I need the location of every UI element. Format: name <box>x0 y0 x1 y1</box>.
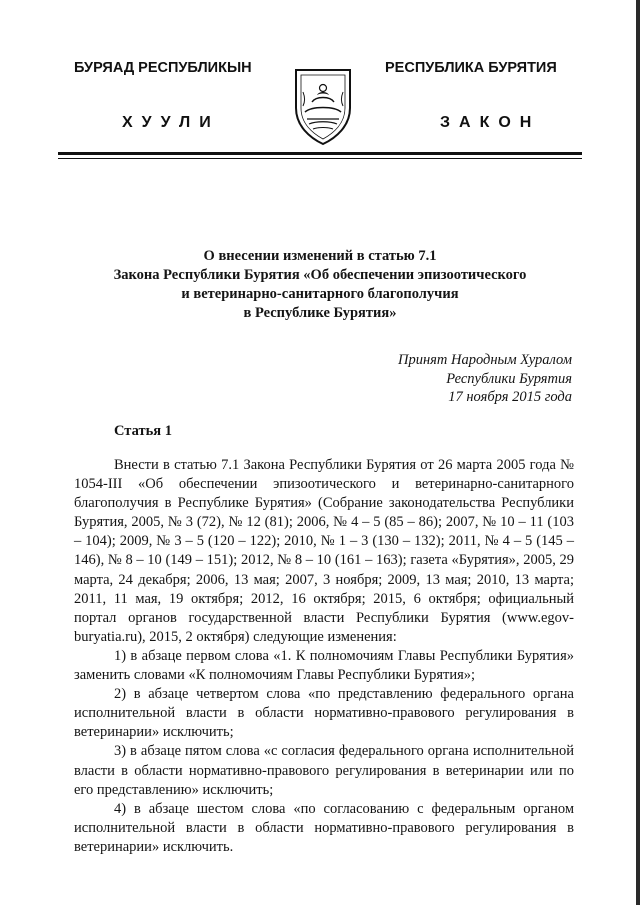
header-left-republic: БУРЯАД РЕСПУБЛИКЫН <box>74 60 252 76</box>
scan-edge <box>636 0 640 905</box>
title-line: в Республике Бурятия» <box>243 305 397 321</box>
article-heading: Статья 1 <box>114 423 172 439</box>
law-title <box>60 247 580 323</box>
title-line: Закона Республики Бурятия «Об обеспечении эпизоотического <box>113 267 527 283</box>
article-paragraph: 2) в абзаце четвертом слова «по представлению федерального органа исполнительной власти в области нормативно-правового регулирования в ветеринарии» исключить; <box>74 686 574 741</box>
adoption-line: Республики Бурятия <box>446 370 572 387</box>
header-rule-thick <box>58 152 582 155</box>
header-rule-thin <box>58 158 582 159</box>
adoption-line: Принят Народным Хуралом <box>397 352 572 368</box>
adoption-date: 17 ноября 2015 года <box>448 389 572 405</box>
header-right-republic: РЕСПУБЛИКА БУРЯТИЯ <box>385 60 557 76</box>
article-paragraph: 3) в абзаце пятом слова «с согласия федерального органа исполнительной власти в области нормативно-правового регулирования в ветеринарии или по его представлению» исключить; <box>74 743 574 798</box>
title-line: О внесении изменений в статью 7.1 <box>203 248 437 264</box>
title-line: и ветеринарно-санитарного благополучия <box>181 286 459 302</box>
header-right-doc-type: ЗАКОН <box>440 114 541 131</box>
header-left-doc-type: ХУУЛИ <box>122 114 220 131</box>
adoption-note <box>272 351 572 407</box>
article-paragraph: 1) в абзаце первом слова «1. К полномочиям Главы Республики Бурятия» заменить словами «К полномочиям Главы Республики Бурятия»; <box>74 647 574 684</box>
coat-of-arms-icon <box>290 62 356 146</box>
article-paragraph: Внести в статью 7.1 Закона Республики Бурятия от 26 марта 2005 года № 1054-III «Об обеспечении эпизоотического и ветеринарно-санитарного благополучия в Республике Бурятия» (Собрание законодательства Республики Бурятия, 2005, № 3 (72), № 12 (81); 2006, № 4 – 5 (85 – 86); 2007, № 10 – 11 (103 – 104); 2009, № 3 – 5 (120 – 122); 2010, № 1 – 3 (130 – 132); 2011, № 4 – 5 (145 – 146), № 8 – 10 (149 – 151); 2012, № 8 – 10 (161 – 163); газета «Бурятия», 2005, 29 марта, 24 декабря; 2006, 13 мая; 2007, 3 ноября; 2009, 13 мая; 2010, 13 марта; 2011, 11 мая, 19 октября; 2012, 16 октября; 2015, 6 октября; официальный портал органов государственной власти Республики Бурятия (www.egov-buryatia.ru), 2015, 2 октября) следующие изменения: <box>74 457 574 645</box>
article-body <box>74 456 574 857</box>
article-paragraph: 4) в абзаце шестом слова «по согласованию с федеральным органом исполнительной власти в области нормативно-правового регулирования в ветеринарии» исключить. <box>74 800 574 855</box>
